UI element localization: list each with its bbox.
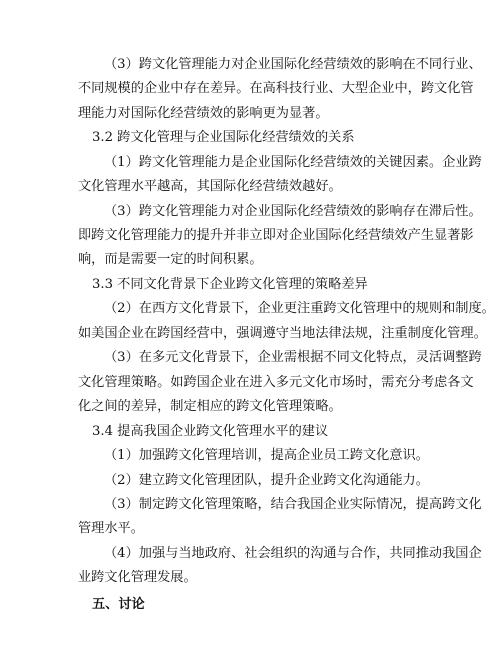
paragraph-line: （2）建立跨文化管理团队，提升企业跨文化沟通能力。 xyxy=(104,473,429,488)
chapter-heading: 五、讨论 xyxy=(92,597,145,612)
paragraph-line: 如美国企业在跨国经营中，强调遵守当地法律法规，注重制度化管理。 xyxy=(78,326,487,341)
paragraph-line: 即跨文化管理能力的提升并非立即对企业国际化经营绩效产生显著影 xyxy=(78,228,474,243)
paragraph-line: 文化管理水平越高，其国际化经营绩效越好。 xyxy=(78,179,342,194)
paragraph-line: 不同规模的企业中存在差异。在高科技行业、大型企业中，跨文化管 xyxy=(78,81,474,96)
paragraph-line: 化之间的差异，制定相应的跨文化管理策略。 xyxy=(78,399,342,414)
paragraph-line: （1）加强跨文化管理培训，提高企业员工跨文化意识。 xyxy=(104,448,429,463)
paragraph-line: 业跨文化管理发展。 xyxy=(78,570,197,585)
paragraph-line: （3）在多元文化背景下，企业需根据不同文化特点，灵活调整跨 xyxy=(104,350,482,365)
paragraph-line: （3）跨文化管理能力对企业国际化经营绩效的影响在不同行业、 xyxy=(104,57,482,72)
paragraph-line: 文化管理策略。如跨国企业在进入多元文化市场时，需充分考虑各文 xyxy=(78,375,474,390)
paragraph-line: （2）在西方文化背景下，企业更注重跨文化管理中的规则和制度。 xyxy=(104,301,495,316)
paragraph-line: 理能力对国际化经营绩效的影响更为显著。 xyxy=(78,106,329,121)
paragraph-line: 管理水平。 xyxy=(78,521,144,536)
paragraph-line: 响，而是需要一定的时间积累。 xyxy=(78,252,263,267)
section-heading: 3.4 提高我国企业跨文化管理水平的建议 xyxy=(92,424,329,439)
paragraph-line: （4）加强与当地政府、社会组织的沟通与合作，共同推动我国企 xyxy=(104,546,482,561)
section-heading: 3.2 跨文化管理与企业国际化经营绩效的关系 xyxy=(92,130,355,145)
section-heading: 3.3 不同文化背景下企业跨文化管理的策略差异 xyxy=(92,277,368,292)
paragraph-line: （3）跨文化管理能力对企业国际化经营绩效的影响存在滞后性。 xyxy=(104,204,482,219)
paragraph-line: （3）制定跨文化管理策略，结合我国企业实际情况，提高跨文化 xyxy=(104,497,482,512)
paragraph-line: （1）跨文化管理能力是企业国际化经营绩效的关键因素。企业跨 xyxy=(104,155,482,170)
